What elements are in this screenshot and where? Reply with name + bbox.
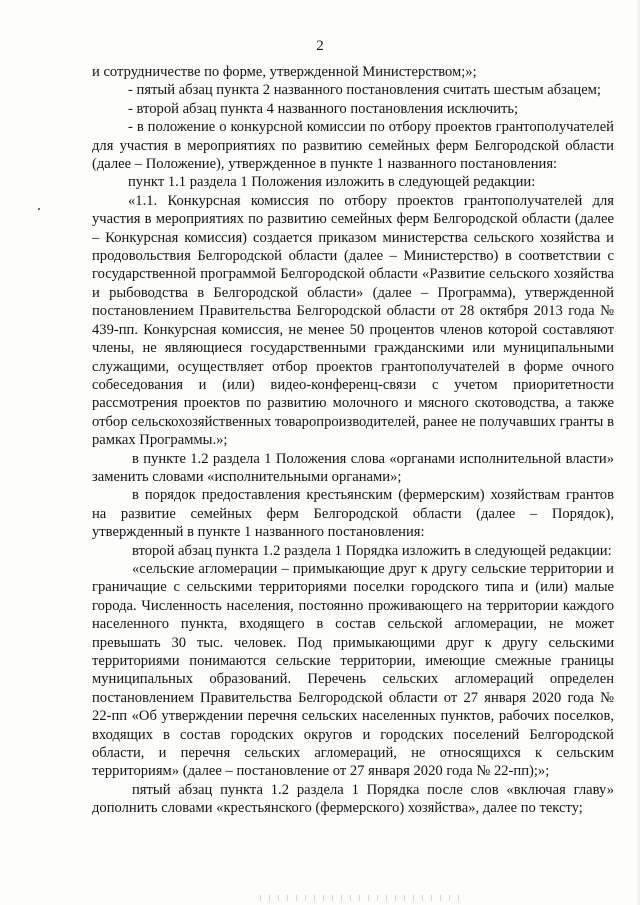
paragraph: - пятый абзац пункта 2 названного постановления считать шестым абзацем; — [128, 82, 601, 99]
paragraph: - в положение о конкурсной комиссии по отбору проектов грантополучателей для участия в мероприятиях по развитию семейных ферм Белгородской области (далее – Положение), утвержденное в пункте 1 названного постановления: — [92, 119, 614, 173]
paragraph: и сотрудничестве по форме, утвержденной Министерством;»; — [92, 64, 477, 80]
paragraph: в пункте 1.2 раздела 1 Положения слова «органами исполнительной власти» заменить словами «исполнительными органами»; — [92, 450, 614, 485]
paragraph: в порядок предоставления крестьянским (фермерским) хозяйствам грантов на развитие семейных ферм Белгородской области (далее – Порядок), утвержденный в пункте 1 названного постановления: — [92, 487, 614, 541]
paragraph: «1.1. Конкурсная комиссия по отбору проектов грантополучателей для участия в мероприятиях по развитию семейных ферм Белгородской области (далее – Конкурсная комиссия) создается приказом министерства сельского хозяйства и продовольствия Белгородской области (далее – Министерство) в соответствии с государственной программой Белгородской области «Развитие сельского хозяйства и рыбоводства в Белгородской области» (далее – Программа), утвержденной постановлением Правительства Белгородской области от 28 октября 2013 года № 439-пп. Конкурсная комиссия, не менее 50 процентов членов которой составляют члены, не являющиеся государственными гражданскими или муниципальными служащими, осуществляет отбор проектов грантополучателей в форме очного собеседования и (или) видео-конференц-связи с учетом приоритетности рассмотрения проектов по развитию молочного и мясного скотоводства, а также отбор сельскохозяйственных товаропроизводителей, ранее не получавших гранты в рамках Программы.»; — [92, 192, 614, 449]
page-edge-shadow — [636, 0, 640, 905]
scan-speck — [38, 208, 40, 210]
paragraph: - второй абзац пункта 4 названного постановления исключить; — [128, 100, 519, 117]
paragraph: пункт 1.1 раздела 1 Положения изложить в следующей редакции: — [128, 174, 536, 191]
paragraph: второй абзац пункта 1.2 раздела 1 Порядка изложить в следующей редакции: — [132, 542, 612, 559]
paragraph: «сельские агломерации – примыкающие друг к другу сельские территории и граничащие с сельскими территориями поселки городского типа и (или) малые города. Численность населения, постоянно проживающего на территории каждого населенного пункта, входящего в состав сельской агломерации, не может превышать 30 тыс. человек. Под примыкающими друг к другу сельскими территориями понимаются сельские территории, имеющие смежные границы муниципальных образований. Перечень сельских агломераций определен постановлением Правительства Белгородской области от 27 января 2020 года № 22-пп «Об утверждении перечня сельских населенных пунктов, рабочих поселков, входящих в состав городских округов и городских поселений Белгородской области, и перечня сельских агломераций, не относящихся к сельским территориям» (далее – постановление от 27 января 2020 года № 22-пп);»; — [92, 560, 614, 780]
page-number: 2 — [316, 38, 324, 54]
document-body — [92, 63, 614, 818]
scan-artifact — [260, 895, 460, 901]
paragraph: пятый абзац пункта 1.2 раздела 1 Порядка после слов «включая главу» дополнить словами «крестьянского (фермерского) хозяйства», далее по тексту; — [92, 781, 614, 817]
